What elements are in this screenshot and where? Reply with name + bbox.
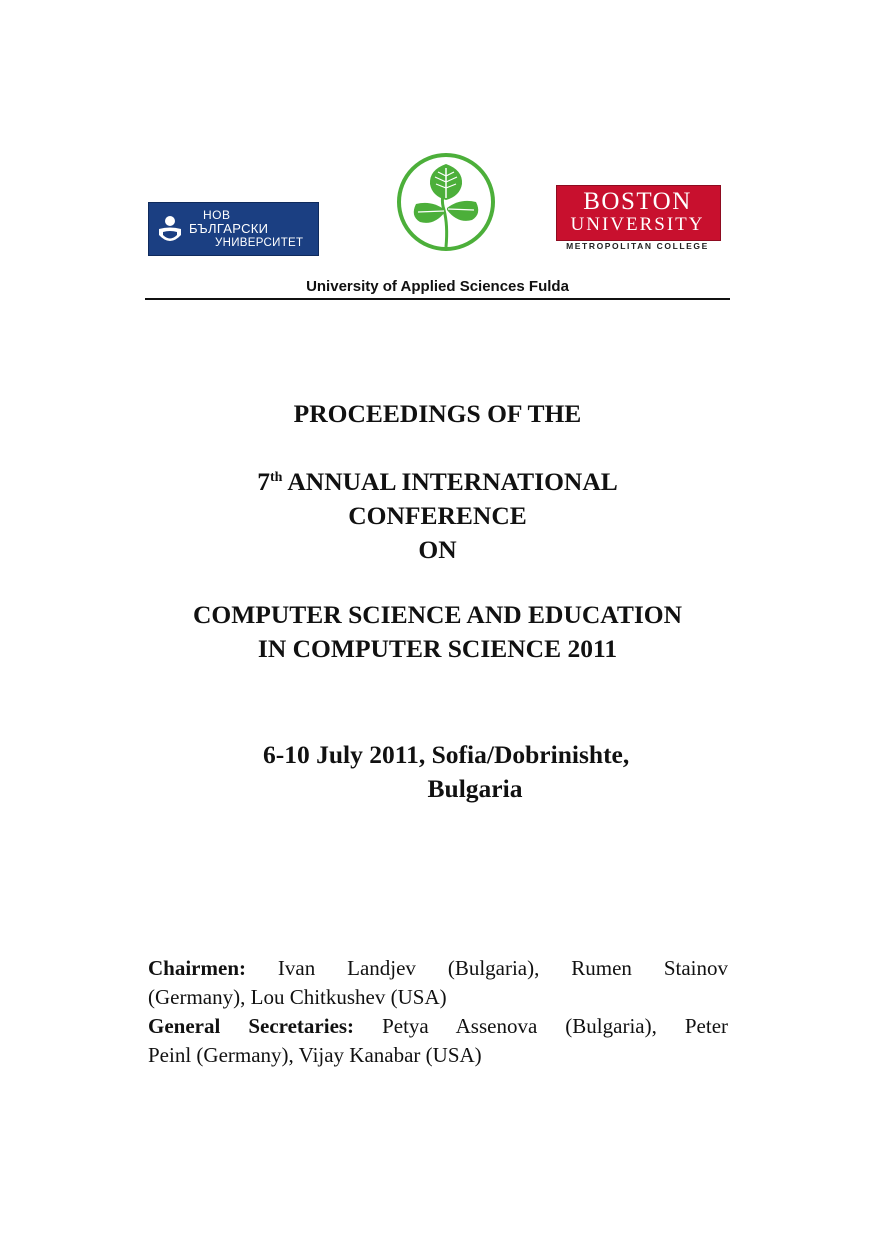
conference-heading: CONFERENCE	[348, 501, 527, 530]
secretaries-names-part2: Peinl (Germany), Vijay Kanabar (USA)	[148, 1043, 482, 1067]
fulda-university-label: University of Applied Sciences Fulda	[306, 278, 569, 295]
on-heading: ON	[418, 535, 457, 564]
chairmen-names-part1: Ivan Landjev (Bulgaria), Rumen Stainov	[277, 956, 729, 980]
chairmen-line1	[148, 954, 728, 983]
secretaries-label: General Secretaries:	[148, 1014, 355, 1038]
ordinal-number: 7	[257, 467, 270, 496]
chairmen-names-part2: (Germany), Lou Chitkushev (USA)	[148, 985, 447, 1009]
bu-logo-line3: METROPOLITAN COLLEGE	[566, 241, 709, 251]
event-date-place: 6-10 July 2011, Sofia/Dobrinishte,	[263, 740, 630, 769]
boston-university-logo	[556, 185, 719, 253]
secretaries-names-part1: Petya Assenova (Bulgaria), Peter	[382, 1014, 729, 1038]
topic-heading-line1: COMPUTER SCIENCE AND EDUCATION	[192, 600, 683, 629]
chairmen-label: Chairmen:	[148, 956, 246, 980]
ordinal-suffix: th	[269, 470, 283, 485]
bu-logo-line2: UNIVERSITY	[570, 214, 705, 235]
nbu-logo-line3: УНИВЕРСИТЕТ	[215, 237, 304, 249]
fulda-leaf-logo-icon	[396, 150, 496, 254]
topic-heading-line2: IN COMPUTER SCIENCE 2011	[257, 634, 618, 663]
annual-international-text: ANNUAL INTERNATIONAL	[287, 467, 618, 496]
event-country: Bulgaria	[427, 774, 523, 803]
header-divider	[145, 298, 730, 300]
proceedings-heading: PROCEEDINGS OF THE	[293, 399, 582, 428]
organizers-block	[148, 954, 728, 1070]
nbu-emblem-icon	[155, 213, 185, 245]
nbu-logo-line2: БЪЛГАРСКИ	[189, 221, 269, 236]
annual-conference-heading	[0, 465, 875, 499]
secretaries-line1	[148, 1012, 728, 1041]
nbu-logo-line1: НОВ	[203, 208, 231, 222]
bu-logo-line1: BOSTON	[583, 188, 692, 215]
nbu-logo	[148, 202, 319, 256]
